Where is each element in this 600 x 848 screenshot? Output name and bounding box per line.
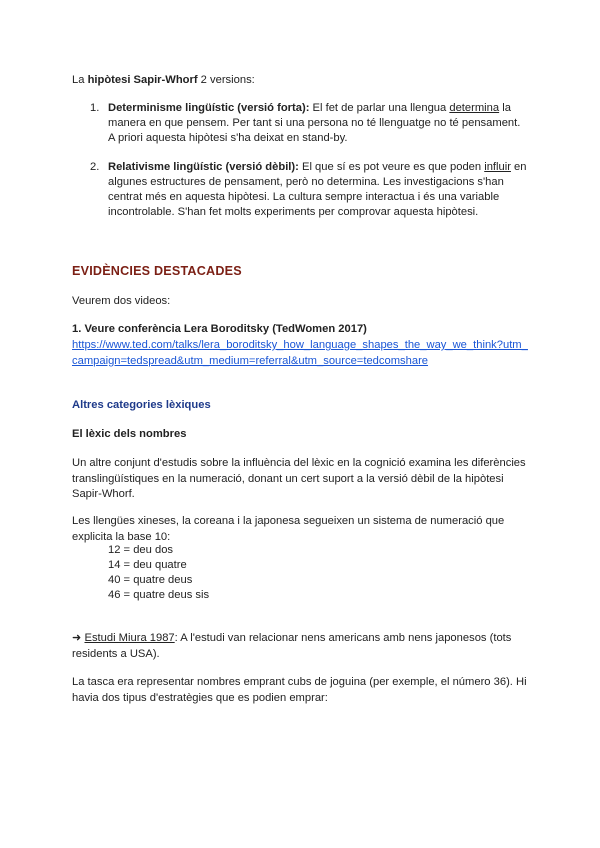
underlined-term: determina bbox=[449, 102, 500, 114]
list-text: El que sí es pot veure es que poden bbox=[298, 161, 485, 173]
list-item-heading: Determinisme lingüístic (versió forta): bbox=[108, 102, 310, 114]
list-text: en algunes estructures de pensament, però no determina. Les investigacions s'han centrat més en aquesta hipòtesi. La cultura sempre interactua i és una variable incontrolable. S'han fet molts experiments per comprovar aquesta hipòtesi. bbox=[108, 161, 527, 218]
example: 14 = deu quatre bbox=[108, 559, 187, 571]
example: 12 = deu dos bbox=[108, 544, 174, 556]
list-text: la manera en que pensem. Per tant si una persona no té llenguatge no té pensament. A priori aquesta hipòtesi s'ha deixat en stand-by. bbox=[108, 102, 521, 144]
list-item bbox=[90, 101, 528, 146]
paragraph: Les llengües xineses, la coreana i la japonesa segueixen un sistema de numeració que explicita la base 10: bbox=[72, 515, 505, 543]
arrow-icon: ➜ bbox=[72, 632, 85, 644]
video1-title bbox=[72, 322, 528, 338]
intro-prefix: La bbox=[72, 74, 88, 86]
list-number: 1. bbox=[90, 102, 100, 114]
example: 40 = quatre deus bbox=[108, 574, 193, 586]
example: 46 = quatre deus sis bbox=[108, 589, 210, 601]
subheading-text: El lèxic dels nombres bbox=[72, 428, 187, 440]
subsection-title: Altres categories lèxiques bbox=[72, 399, 211, 411]
list-number: 2. bbox=[90, 161, 100, 173]
video1-link-wrap bbox=[72, 338, 528, 369]
study-text: : A l'estudi van relacionar nens americans amb nens japonesos (tots residents a USA). bbox=[72, 632, 512, 660]
list-text: El fet de parlar una llengua bbox=[309, 102, 450, 114]
ted-video-link[interactable]: https://www.ted.com/talks/lera_boroditsky_how_language_shapes_the_way_we_think?utm_campaign=tedspread&utm_medium=referral&utm_source=tedcomshare bbox=[72, 339, 528, 367]
study-paragraph bbox=[72, 631, 528, 662]
video1-title-text: 1. Veure conferència Lera Boroditsky (TedWomen 2017) bbox=[72, 323, 367, 335]
underlined-term: influir bbox=[484, 161, 511, 173]
intro-line bbox=[72, 73, 528, 89]
paragraph: La tasca era representar nombres emprant cubs de joguina (per exemple, el número 36). Hi havia dos tipus d'estratègies que es podien emprar: bbox=[72, 676, 527, 704]
list-item-heading: Relativisme lingüístic (versió dèbil): bbox=[108, 161, 299, 173]
study-reference: Estudi Miura 1987 bbox=[84, 632, 175, 644]
videos-intro: Veurem dos videos: bbox=[72, 295, 171, 307]
intro-suffix: 2 versions: bbox=[197, 74, 255, 86]
intro-bold-term: hipòtesi Sapir-Whorf bbox=[87, 74, 198, 86]
paragraph: Un altre conjunt d'estudis sobre la influència del lèxic en la cognició examina les diferències translingüístiques en la numeració, donant un cert suport a la versió dèbil de la hipòtesi Sapir-Whorf. bbox=[72, 457, 526, 500]
list-item bbox=[90, 160, 528, 220]
subheading bbox=[72, 427, 528, 443]
section-title: EVIDÈNCIES DESTACADES bbox=[72, 264, 242, 278]
